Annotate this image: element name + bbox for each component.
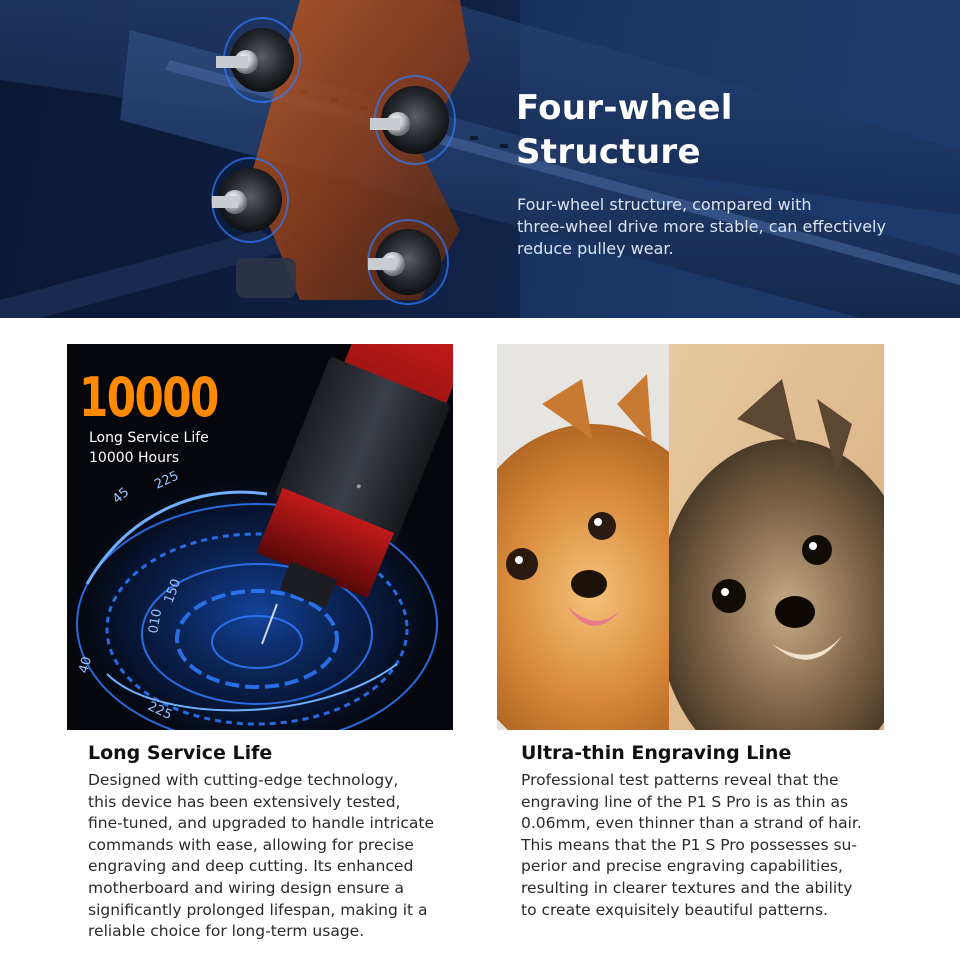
section-title: Long Service Life [88, 742, 273, 764]
dial-label: 225 [145, 699, 175, 724]
body-line: Professional test patterns reveal that the [521, 771, 839, 789]
hero-title [516, 86, 936, 174]
hero-description-line: Four-wheel structure, compared with [517, 195, 812, 214]
body-line: commands with ease, allowing for precise [88, 835, 414, 854]
section-title: Ultra-thin Engraving Line [521, 742, 792, 764]
hero-description-line: reduce pulley wear. [517, 239, 674, 258]
lifespan-subtitle-line-2: 10000 Hours [89, 450, 180, 466]
section-body [521, 770, 931, 921]
hero-description-line: three-wheel drive more stable, can effectively [517, 217, 886, 236]
body-line: Designed with cutting-edge technology, [88, 771, 399, 789]
lifespan-subtitle-line-1: Long Service Life [89, 430, 209, 446]
laser-module-image [67, 344, 453, 730]
dial-label: 150 [161, 576, 185, 606]
hero-description [517, 194, 947, 260]
body-line: This means that the P1 S Pro possesses su- [521, 835, 857, 854]
lifespan-number: 10000 [79, 366, 218, 429]
dial-label: 45 [109, 484, 133, 508]
section-body [88, 770, 498, 943]
hero-title-line-1: Four-wheel [516, 88, 733, 128]
body-line: perior and precise engraving capabilities, [521, 857, 843, 876]
pomeranian-photo-vs-engraving [497, 344, 884, 730]
body-line: reliable choice for long-term usage. [88, 922, 365, 941]
hero-banner [0, 0, 960, 318]
body-line: 0.06mm, even thinner than a strand of hair. [521, 814, 862, 833]
body-line: resulting in clearer textures and the ability [521, 878, 853, 897]
ultra-thin-engraving-section [521, 740, 931, 921]
dial-label: 010 [146, 607, 166, 635]
long-service-life-section [88, 740, 498, 943]
body-line: engraving line of the P1 S Pro is as thin as [521, 792, 849, 811]
engraving-comparison-image [497, 344, 884, 730]
body-line: to create exquisitely beautiful patterns. [521, 900, 828, 919]
lifespan-subtitle [89, 428, 209, 468]
body-line: this device has been extensively tested, [88, 792, 401, 811]
hero-title-line-2: Structure [516, 132, 701, 172]
body-line: fine-tuned, and upgraded to handle intricate [88, 814, 435, 833]
body-line: significantly prolonged lifespan, making it a [88, 900, 428, 919]
body-line: motherboard and wiring design ensure a [88, 878, 405, 897]
dial-label: 40 [76, 655, 96, 676]
dial-label: 225 [152, 468, 182, 493]
body-line: engraving and deep cutting. Its enhanced [88, 857, 414, 876]
